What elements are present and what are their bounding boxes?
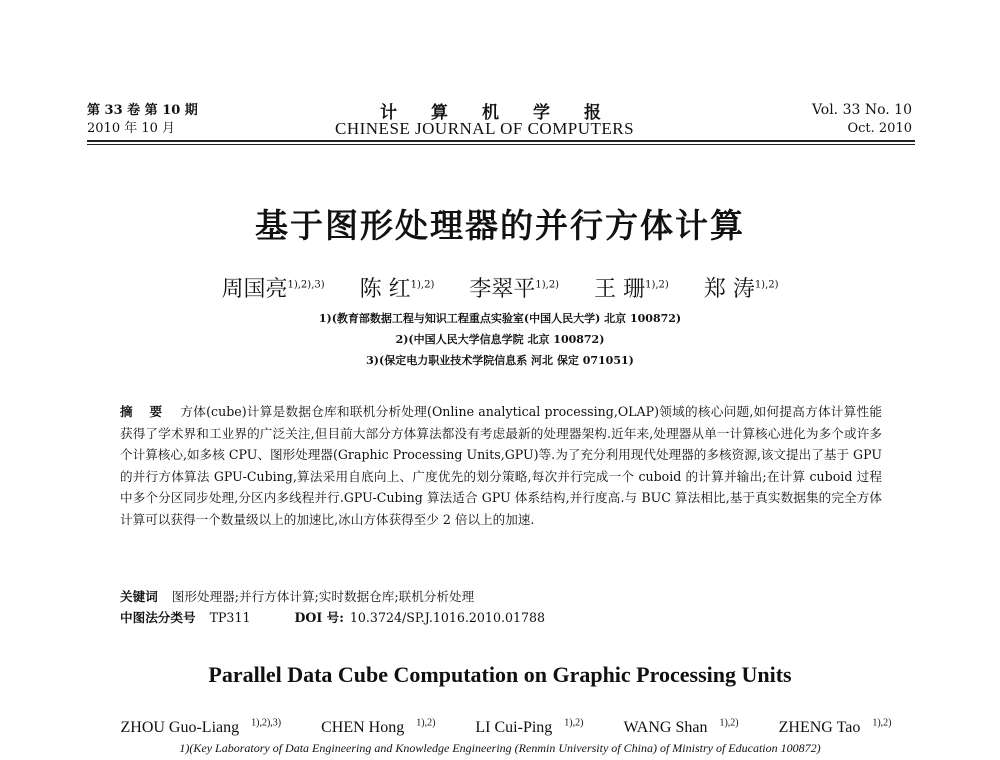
header-rule-thin	[87, 144, 915, 145]
journal-title-cn: 计算机学报	[380, 103, 635, 123]
author-cn: 周国亮$^{1),2),3)}$	[221, 277, 325, 302]
abstract-label: 摘 要	[120, 404, 169, 419]
volume-issue-cn: 第 33 卷 第 10 期	[87, 103, 198, 118]
abstract	[120, 401, 882, 531]
author-cn: 王 珊$^{1),2)}$	[594, 277, 669, 302]
volume-en: Vol. 33 No. 10	[811, 102, 912, 118]
keywords	[120, 587, 474, 607]
author-cn: 李翠平$^{1),2)}$	[469, 277, 560, 302]
classification-label: 中图法分类号	[120, 610, 196, 625]
doi-value: 10.3724/SP.J.1016.2010.01788	[349, 610, 546, 625]
affiliation-cn-1: 1)(教育部数据工程与知识工程重点实验室(中国人民大学) 北京 100872)	[318, 312, 682, 325]
classification	[120, 608, 545, 628]
author-cn: 陈 红$^{1),2)}$	[359, 277, 435, 302]
author-en: ZHENG Tao $^{1),2)}$	[778, 718, 892, 737]
classification-value: TP311	[209, 610, 251, 625]
author-en: WANG Shan $^{1),2)}$	[623, 718, 739, 737]
keywords-label: 关键词	[120, 589, 158, 604]
author-en: ZHOU Guo-Liang $^{1),2),3)}$	[120, 718, 282, 737]
authors-en	[0, 718, 1000, 737]
paper-title-cn: 基于图形处理器的并行方体计算	[255, 206, 745, 245]
date-en: Oct. 2010	[847, 121, 912, 136]
abstract-text: 方体(cube)计算是数据仓库和联机分析处理(Online analytical processing,OLAP)领域的核心问题,如何提高方体计算性能获得了学术界和工业界的广泛关注,但目前大部分方体算法都没有考虑最新的处理器架构.近年来,处理器从单一计算核心进化为多个或许多个计算核心,如多核 CPU、图形处理器(Graphic Processing Units,GPU)等.为了充分利用现代处理器的多核资源,该文提出了基于 GPU 的并行方体算法 GPU-Cubing,算法采用自底向上、广度优先的划分策略,每次并行完成一个 cuboid 的计算并输出;在计算 cuboid 过程中多个分区同步处理,分区内多线程并行.GPU-Cubing 算法适合 GPU 体系结构,并行度高.与 BUC 算法相比,基于真实数据集的完全方体计算可以获得一个数量级以上的加速比,冰山方体获得至少 2 倍以上的加速.	[120, 404, 883, 527]
author-cn: 郑 涛$^{1),2)}$	[703, 277, 779, 302]
author-en: LI Cui-Ping $^{1),2)}$	[475, 718, 584, 737]
affiliation-cn-2: 2)(中国人民大学信息学院 北京 100872)	[395, 333, 605, 346]
authors-cn	[0, 272, 1000, 303]
keywords-text: 图形处理器;并行方体计算;实时数据仓库;联机分析处理	[171, 589, 475, 604]
author-en: CHEN Hong $^{1),2)}$	[321, 718, 436, 737]
paper-title-en: Parallel Data Cube Computation on Graphic Processing Units	[208, 662, 792, 687]
date-cn: 2010 年 10 月	[87, 121, 176, 136]
doi-label: DOI 号:	[294, 610, 344, 625]
affiliation-en: 1)(Key Laboratory of Data Engineering and Knowledge Engineering (Renmin University of China) of Ministry of Education 100872)	[179, 741, 821, 755]
affiliation-cn-3: 3)(保定电力职业技术学院信息系 河北 保定 071051)	[366, 354, 634, 367]
journal-title-en: CHINESE JOURNAL OF COMPUTERS	[335, 119, 635, 138]
header-rule-thick	[87, 140, 915, 142]
